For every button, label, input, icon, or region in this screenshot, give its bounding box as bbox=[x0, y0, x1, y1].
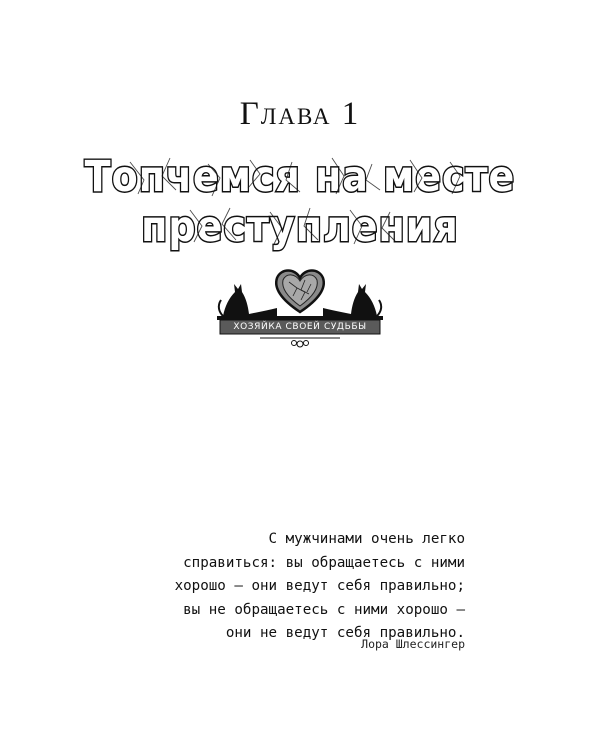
epigraph-line: справиться: вы обращаетесь с ними bbox=[183, 554, 465, 571]
emblem-banner-text: ХОЗЯЙКА СВОЕЙ СУДЬБЫ bbox=[233, 322, 367, 332]
cats-heart-emblem-icon bbox=[215, 262, 385, 352]
chapter-title-line-1: Топчемся на месте bbox=[84, 152, 516, 202]
epigraph-line: хорошо – они ведут себя правильно; bbox=[174, 578, 465, 594]
chapter-label: Глава 1 bbox=[239, 96, 361, 132]
epigraph-line: вы не обращаетесь с ними хорошо – bbox=[183, 601, 465, 618]
epigraph-line: они не ведут себя правильно. bbox=[225, 625, 465, 641]
epigraph bbox=[105, 528, 465, 646]
epigraph-author: Лора Шлессингер bbox=[361, 637, 465, 651]
epigraph-line: С мужчинами очень легко bbox=[268, 531, 465, 547]
chapter-title-line-2: преступления bbox=[141, 202, 459, 252]
